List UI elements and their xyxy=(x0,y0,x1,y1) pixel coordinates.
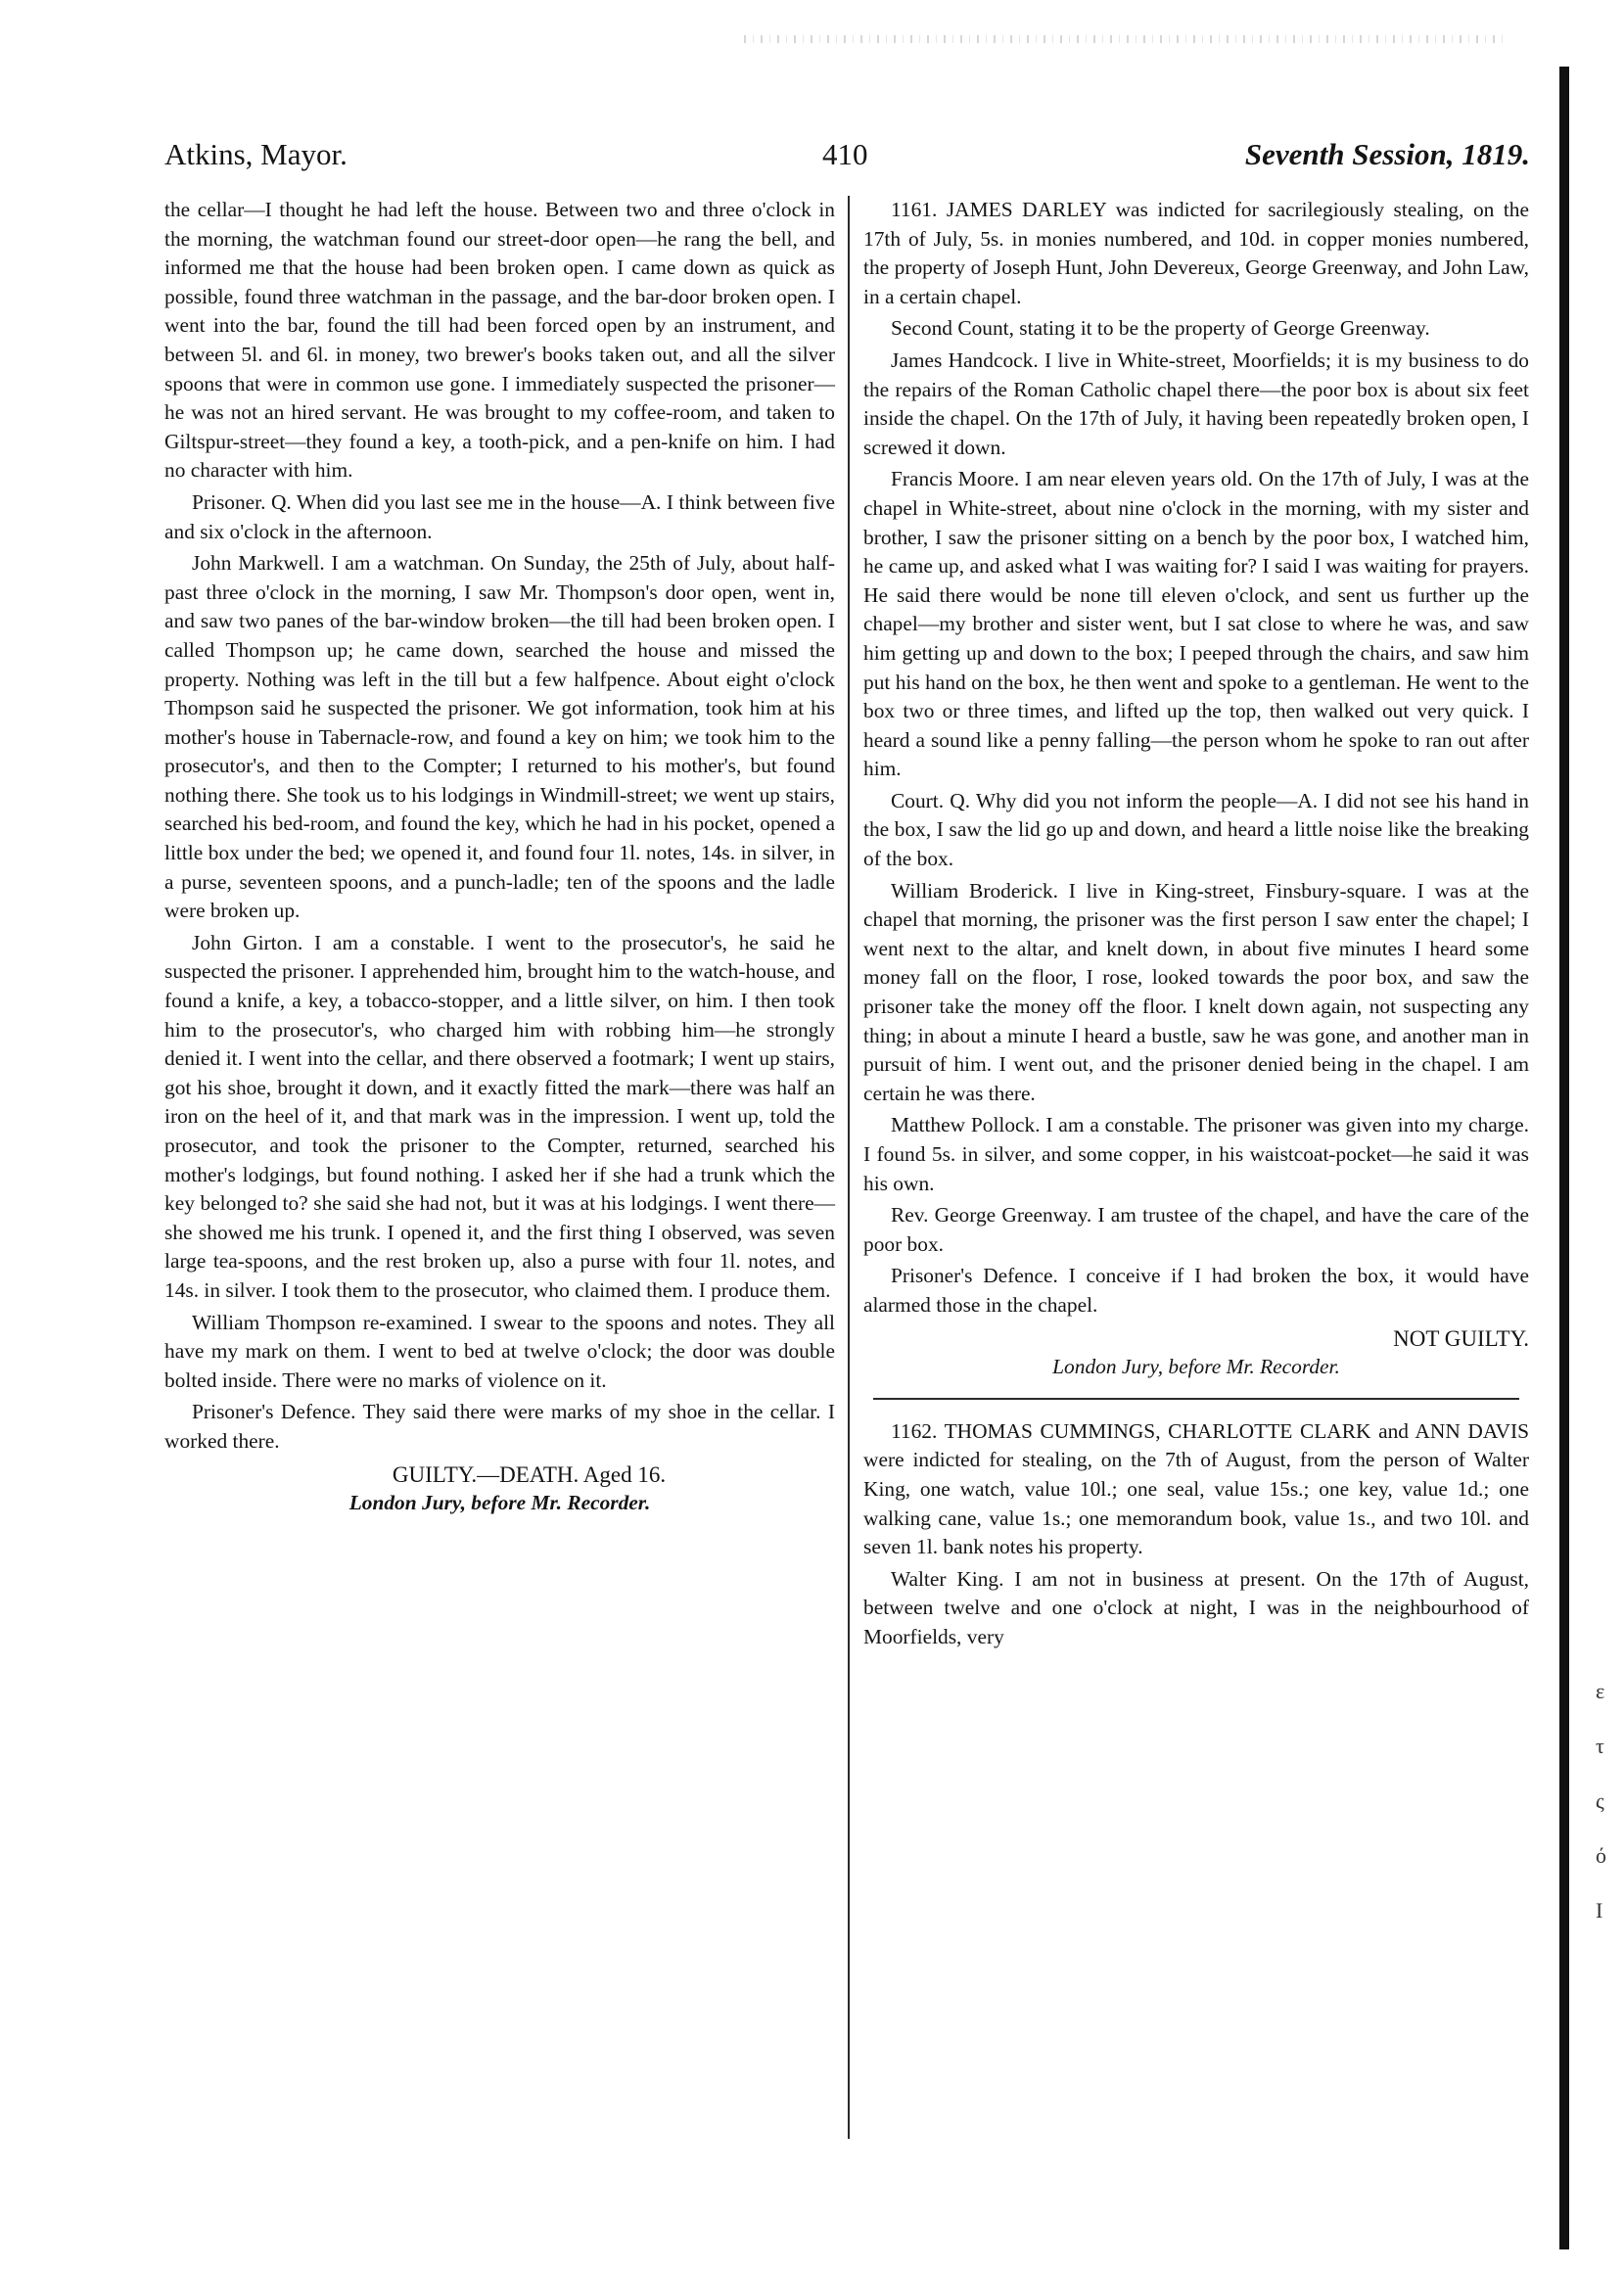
paragraph: Francis Moore. I am near eleven years old. On the 17th of July, I was at the chapel in White-street, about nine o'clock in the morning, with my sister and brother, I saw the prisoner sitting on a bench by the poor box, I watched him, he came up, and asked what I was waiting for? I said I was waiting for prayers. He said there would be none till eleven o'clock, and sent us further up the chapel—my brother and sister went, but I sat close to where he was, and saw him getting up and down to the box; I peeped through the chairs, and saw him put his hand on the box, he then went and spoke to a gentleman. He went to the box two or three times, and lifted up the top, then walked out very quick. I heard a sound like a penny falling—the person whom he spoke to ran out after him. xyxy=(863,467,1529,781)
margin-mark: τ xyxy=(1596,1734,1604,1758)
paragraph: Matthew Pollock. I am a constable. The prisoner was given into my charge. I found 5s. in silver, and some copper, in his waistcoat-pocket—he said it was his own. xyxy=(863,1113,1529,1195)
column-divider xyxy=(848,196,850,2139)
paragraph: James Handcock. I live in White-street, Moorfields; it is my business to do the repairs of the Roman Catholic chapel there—the poor box is about six feet inside the chapel. On the 17th of July, it having been repeatedly broken open, I screwed it down. xyxy=(863,348,1529,459)
margin-mark: Ι xyxy=(1596,1898,1603,1923)
paragraph: William Thompson re-examined. I swear to the spoons and notes. They all have my mark on them. I went to bed at twelve o'clock; the door was double bolted inside. There were no marks of violence on it. xyxy=(164,1310,835,1392)
paragraph: John Girton. I am a constable. I went to the prosecutor's, he said he suspected the prisoner. I apprehended him, brought him to the watch-house, and found a knife, a key, a tobacco-stopper, and a little silver, on him. I then took him to the prosecutor's, who charged him with robbing him—he strongly denied it. I went into the cellar, and there observed a footmark; I went up stairs, got his shoe, brought it down, and it exactly fitted the mark—there was half an iron on the heel of it, and that mark was in the impression. I went up, told the prosecutor, and took the prisoner to the Compter, returned, searched his mother's lodgings, but found nothing. I asked her if she had a trunk which the key belonged to? she said she had not, but it was at his lodgings. I went there—she showed me his trunk. I opened it, and the first thing I observed, was seven large tea-spoons, and the rest broken up, also a purse with four 1l. notes, and 14s. in silver. I took them to the prosecutor, who claimed them. I produce them. xyxy=(164,930,835,1302)
margin-mark: ς xyxy=(1596,1788,1604,1813)
binding-edge xyxy=(1559,67,1569,2249)
verdict: NOT GUILTY. xyxy=(1393,1325,1529,1351)
jury-line: London Jury, before Mr. Recorder. xyxy=(1052,1355,1340,1379)
running-header xyxy=(164,137,1530,176)
paragraph: Prisoner's Defence. I conceive if I had broken the box, it would have alarmed those in the chapel. xyxy=(863,1264,1529,1317)
indictment: 1162. THOMAS CUMMINGS, CHARLOTTE CLARK and ANN DAVIS were indicted for stealing, on the 7th of August, from the person of Walter King, one watch, value 10l.; one seal, value 15s.; one key, value 1d.; one walking cane, value 1s.; one memorandum book, value 1s., and two 10l. and seven 1l. bank notes his property. xyxy=(863,1418,1529,1559)
paragraph: Rev. George Greenway. I am trustee of the chapel, and have the care of the poor box. xyxy=(863,1203,1529,1256)
paragraph: Walter King. I am not in business at present. On the 17th of August, between twelve and one o'clock at night, I was in the neighbourhood of Moorfields, very xyxy=(863,1566,1529,1648)
paragraph: Prisoner. Q. When did you last see me in the house—A. I think between five and six o'clock in the afternoon. xyxy=(164,489,835,543)
right-column xyxy=(863,196,1529,1655)
jury-line: London Jury, before Mr. Recorder. xyxy=(348,1491,651,1515)
margin-mark: ε xyxy=(1596,1679,1605,1703)
margin-marks xyxy=(1596,1664,1615,1938)
paragraph: Second Count, stating it to be the property of George Greenway. xyxy=(891,316,1430,341)
paragraph: William Broderick. I live in King-street, Finsbury-square. I was at the chapel that morning, the prisoner was the first person I saw enter the chapel; I went next to the altar, and knelt down, in about five minutes I heard some money fall on the floor, I rose, looked towards the poor box, and saw the prisoner take the money off the floor. I knelt down again, not suspecting any thing; in about a minute I heard a bustle, saw he was gone, and another man in pursuit of him. I went out, and the prisoner denied being in the chapel. I am certain he was there. xyxy=(863,878,1529,1105)
paragraph: Prisoner's Defence. They said there were marks of my shoe in the cellar. I worked there. xyxy=(164,1400,835,1453)
margin-mark: ό xyxy=(1596,1843,1606,1868)
verdict: GUILTY.—DEATH. Aged 16. xyxy=(392,1461,667,1487)
page-number: 410 xyxy=(822,137,868,171)
header-left: Atkins, Mayor. xyxy=(164,137,348,171)
case-separator xyxy=(873,1398,1519,1400)
paragraph: the cellar—I thought he had left the house. Between two and three o'clock in the morning, the watchman found our street-door open—he rang the bell, and informed me that the house had been broken open. I came down as quick as possible, found three watchman in the passage, and the bar-door broken open. I went into the bar, found the till had been forced open by an instrument, and between 5l. and 6l. in money, two brewer's books taken out, and all the silver spoons that were in common use gone. I immediately suspected the prisoner—he was not an hired servant. He was brought to my coffee-room, and taken to Giltspur-street—they found a key, a tooth-pick, and a pen-knife on him. I had no character with him. xyxy=(164,198,835,483)
paragraph: John Markwell. I am a watchman. On Sunday, the 25th of July, about half-past three o'clock in the morning, I saw Mr. Thompson's door open, went in, and saw two panes of the bar-window broken—the till had been broken open. I called Thompson up; he came down, searched the house and missed the property. Nothing was left in the till but a few halfpence. About eight o'clock Thompson said he suspected the prisoner. We got information, took him at his mother's house in Tabernacle-row, and found a key on him; we took him to the prosecutor's, and then to the Compter; I returned to his mother's, but found nothing there. She took us to his lodgings in Windmill-street; we went up stairs, searched his bed-room, and found the key, which he had in his pocket, opened a little box under the bed; we opened it, and found four 1l. notes, 14s. in silver, in a purse, seventeen spoons, and a punch-ladle; ten of the spoons and the ladle were broken up. xyxy=(164,551,835,923)
indictment: 1161. JAMES DARLEY was indicted for sacrilegiously stealing, on the 17th of July, 5s. in monies numbered, and 10d. in copper monies numbered, the property of Joseph Hunt, John Devereux, George Greenway, and John Law, in a certain chapel. xyxy=(863,198,1529,308)
scan-noise xyxy=(744,35,1508,43)
paragraph: Court. Q. Why did you not inform the people—A. I did not see his hand in the box, I saw the lid go up and down, and heard a little noise like the breaking of the box. xyxy=(863,788,1529,871)
header-right: Seventh Session, 1819. xyxy=(1244,137,1530,171)
left-column xyxy=(164,196,835,1518)
